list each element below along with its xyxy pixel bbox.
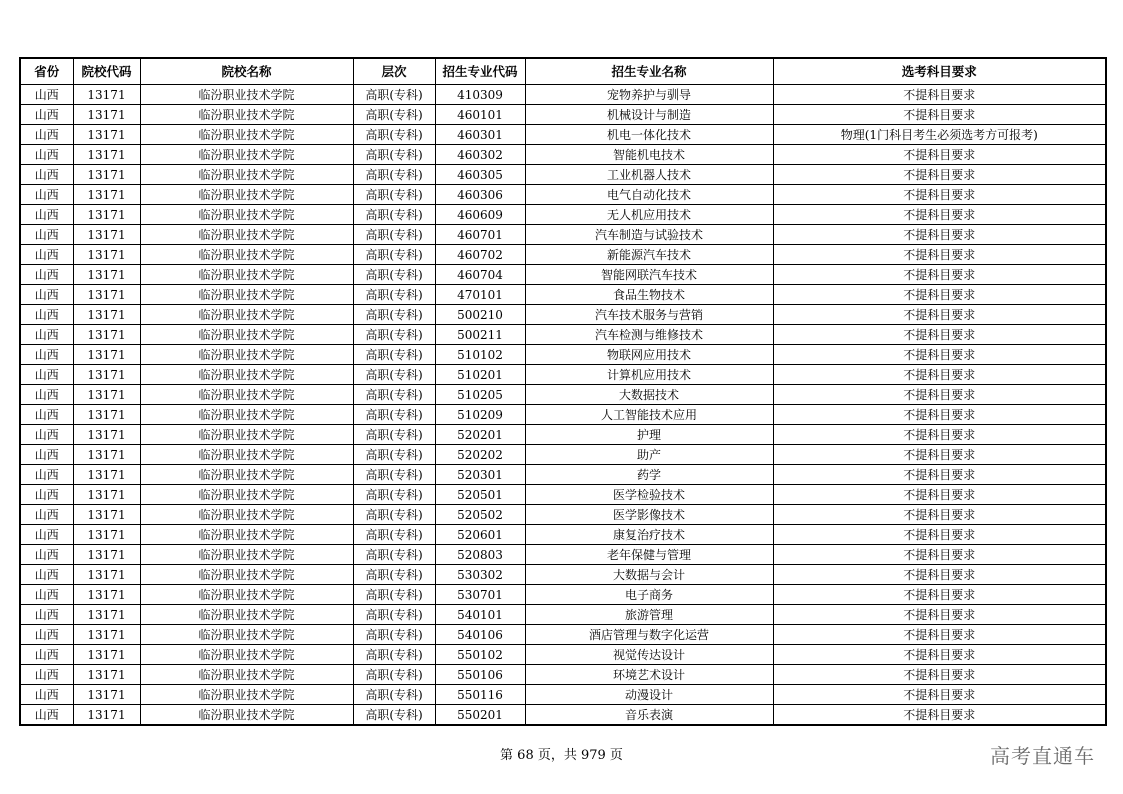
cell-major-code: 510209 xyxy=(435,405,525,425)
cell-province: 山西 xyxy=(20,105,73,125)
cell-province: 山西 xyxy=(20,585,73,605)
cell-subject-requirement: 不提科目要求 xyxy=(773,525,1106,545)
cell-subject-requirement: 不提科目要求 xyxy=(773,165,1106,185)
cell-level: 高职(专科) xyxy=(353,565,435,585)
cell-subject-requirement: 不提科目要求 xyxy=(773,225,1106,245)
cell-level: 高职(专科) xyxy=(353,465,435,485)
cell-province: 山西 xyxy=(20,685,73,705)
cell-major-name: 食品生物技术 xyxy=(525,285,773,305)
cell-major-code: 470101 xyxy=(435,285,525,305)
cell-subject-requirement: 不提科目要求 xyxy=(773,605,1106,625)
cell-level: 高职(专科) xyxy=(353,245,435,265)
cell-province: 山西 xyxy=(20,565,73,585)
cell-school-code: 13171 xyxy=(73,425,140,445)
cell-school-name: 临汾职业技术学院 xyxy=(140,665,353,685)
cell-school-name: 临汾职业技术学院 xyxy=(140,165,353,185)
cell-school-name: 临汾职业技术学院 xyxy=(140,145,353,165)
cell-subject-requirement: 不提科目要求 xyxy=(773,245,1106,265)
header-province: 省份 xyxy=(20,58,73,85)
cell-school-code: 13171 xyxy=(73,245,140,265)
cell-school-name: 临汾职业技术学院 xyxy=(140,705,353,726)
cell-subject-requirement: 物理(1门科目考生必须选考方可报考) xyxy=(773,125,1106,145)
cell-school-code: 13171 xyxy=(73,505,140,525)
table-row xyxy=(20,365,1106,385)
cell-school-code: 13171 xyxy=(73,585,140,605)
cell-province: 山西 xyxy=(20,605,73,625)
cell-major-name: 智能网联汽车技术 xyxy=(525,265,773,285)
table-row xyxy=(20,625,1106,645)
cell-major-code: 460701 xyxy=(435,225,525,245)
cell-major-code: 460306 xyxy=(435,185,525,205)
cell-school-code: 13171 xyxy=(73,365,140,385)
cell-subject-requirement: 不提科目要求 xyxy=(773,305,1106,325)
cell-level: 高职(专科) xyxy=(353,485,435,505)
cell-major-code: 460302 xyxy=(435,145,525,165)
header-subject-requirement: 选考科目要求 xyxy=(773,58,1106,85)
cell-school-code: 13171 xyxy=(73,525,140,545)
cell-subject-requirement: 不提科目要求 xyxy=(773,585,1106,605)
table-row xyxy=(20,285,1106,305)
table-row xyxy=(20,265,1106,285)
cell-province: 山西 xyxy=(20,265,73,285)
cell-level: 高职(专科) xyxy=(353,605,435,625)
cell-level: 高职(专科) xyxy=(353,525,435,545)
cell-subject-requirement: 不提科目要求 xyxy=(773,625,1106,645)
table-row xyxy=(20,585,1106,605)
cell-major-name: 医学影像技术 xyxy=(525,505,773,525)
cell-school-name: 临汾职业技术学院 xyxy=(140,505,353,525)
cell-level: 高职(专科) xyxy=(353,285,435,305)
cell-level: 高职(专科) xyxy=(353,105,435,125)
cell-major-name: 物联网应用技术 xyxy=(525,345,773,365)
cell-level: 高职(专科) xyxy=(353,545,435,565)
cell-school-code: 13171 xyxy=(73,645,140,665)
cell-subject-requirement: 不提科目要求 xyxy=(773,485,1106,505)
cell-school-name: 临汾职业技术学院 xyxy=(140,465,353,485)
cell-subject-requirement: 不提科目要求 xyxy=(773,465,1106,485)
cell-school-name: 临汾职业技术学院 xyxy=(140,545,353,565)
cell-subject-requirement: 不提科目要求 xyxy=(773,285,1106,305)
cell-major-name: 动漫设计 xyxy=(525,685,773,705)
cell-major-name: 药学 xyxy=(525,465,773,485)
cell-school-code: 13171 xyxy=(73,385,140,405)
cell-level: 高职(专科) xyxy=(353,205,435,225)
cell-level: 高职(专科) xyxy=(353,505,435,525)
table-row xyxy=(20,405,1106,425)
cell-school-name: 临汾职业技术学院 xyxy=(140,305,353,325)
cell-major-code: 460704 xyxy=(435,265,525,285)
cell-level: 高职(专科) xyxy=(353,145,435,165)
table-row xyxy=(20,145,1106,165)
cell-school-code: 13171 xyxy=(73,305,140,325)
cell-major-name: 视觉传达设计 xyxy=(525,645,773,665)
cell-school-code: 13171 xyxy=(73,145,140,165)
cell-school-code: 13171 xyxy=(73,405,140,425)
cell-school-code: 13171 xyxy=(73,265,140,285)
cell-level: 高职(专科) xyxy=(353,345,435,365)
table-row xyxy=(20,565,1106,585)
cell-subject-requirement: 不提科目要求 xyxy=(773,325,1106,345)
cell-subject-requirement: 不提科目要求 xyxy=(773,205,1106,225)
cell-school-code: 13171 xyxy=(73,205,140,225)
header-level: 层次 xyxy=(353,58,435,85)
cell-province: 山西 xyxy=(20,445,73,465)
cell-province: 山西 xyxy=(20,185,73,205)
cell-level: 高职(专科) xyxy=(353,185,435,205)
cell-school-name: 临汾职业技术学院 xyxy=(140,345,353,365)
document-sheet xyxy=(19,57,1105,726)
cell-province: 山西 xyxy=(20,485,73,505)
table-header xyxy=(20,58,1106,85)
cell-school-code: 13171 xyxy=(73,345,140,365)
cell-school-name: 临汾职业技术学院 xyxy=(140,205,353,225)
cell-subject-requirement: 不提科目要求 xyxy=(773,405,1106,425)
cell-major-code: 530701 xyxy=(435,585,525,605)
cell-province: 山西 xyxy=(20,425,73,445)
header-row xyxy=(20,58,1106,85)
cell-school-code: 13171 xyxy=(73,125,140,145)
cell-school-name: 临汾职业技术学院 xyxy=(140,685,353,705)
cell-province: 山西 xyxy=(20,665,73,685)
cell-school-name: 临汾职业技术学院 xyxy=(140,605,353,625)
table-row xyxy=(20,165,1106,185)
watermark-logo: 高考直通车 xyxy=(990,744,1095,768)
cell-province: 山西 xyxy=(20,325,73,345)
cell-major-name: 人工智能技术应用 xyxy=(525,405,773,425)
cell-level: 高职(专科) xyxy=(353,625,435,645)
cell-school-name: 临汾职业技术学院 xyxy=(140,105,353,125)
cell-province: 山西 xyxy=(20,145,73,165)
cell-major-name: 助产 xyxy=(525,445,773,465)
table-body xyxy=(20,85,1106,726)
cell-major-name: 环境艺术设计 xyxy=(525,665,773,685)
cell-major-name: 电气自动化技术 xyxy=(525,185,773,205)
cell-major-code: 510102 xyxy=(435,345,525,365)
cell-school-name: 临汾职业技术学院 xyxy=(140,125,353,145)
cell-level: 高职(专科) xyxy=(353,165,435,185)
cell-subject-requirement: 不提科目要求 xyxy=(773,345,1106,365)
cell-major-name: 机电一体化技术 xyxy=(525,125,773,145)
cell-major-code: 520201 xyxy=(435,425,525,445)
cell-school-name: 临汾职业技术学院 xyxy=(140,365,353,385)
table-row xyxy=(20,205,1106,225)
cell-level: 高职(专科) xyxy=(353,325,435,345)
cell-province: 山西 xyxy=(20,85,73,105)
cell-major-name: 老年保健与管理 xyxy=(525,545,773,565)
cell-major-name: 汽车技术服务与营销 xyxy=(525,305,773,325)
table-row xyxy=(20,245,1106,265)
cell-province: 山西 xyxy=(20,165,73,185)
cell-major-code: 460609 xyxy=(435,205,525,225)
cell-major-name: 医学检验技术 xyxy=(525,485,773,505)
cell-school-name: 临汾职业技术学院 xyxy=(140,405,353,425)
cell-major-code: 530302 xyxy=(435,565,525,585)
cell-school-code: 13171 xyxy=(73,485,140,505)
cell-major-code: 550201 xyxy=(435,705,525,726)
table-row xyxy=(20,485,1106,505)
cell-subject-requirement: 不提科目要求 xyxy=(773,185,1106,205)
cell-subject-requirement: 不提科目要求 xyxy=(773,545,1106,565)
header-major-name: 招生专业名称 xyxy=(525,58,773,85)
cell-province: 山西 xyxy=(20,405,73,425)
table-row xyxy=(20,425,1106,445)
cell-subject-requirement: 不提科目要求 xyxy=(773,505,1106,525)
cell-school-name: 临汾职业技术学院 xyxy=(140,245,353,265)
cell-school-code: 13171 xyxy=(73,685,140,705)
table-row xyxy=(20,85,1106,105)
cell-school-name: 临汾职业技术学院 xyxy=(140,325,353,345)
cell-major-name: 大数据与会计 xyxy=(525,565,773,585)
cell-major-name: 机械设计与制造 xyxy=(525,105,773,125)
table-row xyxy=(20,345,1106,365)
cell-province: 山西 xyxy=(20,205,73,225)
cell-major-code: 460101 xyxy=(435,105,525,125)
header-school-name: 院校名称 xyxy=(140,58,353,85)
header-school-code: 院校代码 xyxy=(73,58,140,85)
cell-subject-requirement: 不提科目要求 xyxy=(773,105,1106,125)
cell-level: 高职(专科) xyxy=(353,225,435,245)
cell-province: 山西 xyxy=(20,625,73,645)
cell-major-code: 520601 xyxy=(435,525,525,545)
cell-school-code: 13171 xyxy=(73,605,140,625)
table-row xyxy=(20,505,1106,525)
cell-school-code: 13171 xyxy=(73,225,140,245)
cell-school-name: 临汾职业技术学院 xyxy=(140,485,353,505)
cell-major-name: 音乐表演 xyxy=(525,705,773,726)
cell-major-code: 500210 xyxy=(435,305,525,325)
cell-major-code: 460702 xyxy=(435,245,525,265)
table-row xyxy=(20,385,1106,405)
cell-major-code: 460305 xyxy=(435,165,525,185)
cell-major-code: 540106 xyxy=(435,625,525,645)
cell-school-code: 13171 xyxy=(73,165,140,185)
cell-major-code: 520803 xyxy=(435,545,525,565)
cell-school-code: 13171 xyxy=(73,625,140,645)
cell-level: 高职(专科) xyxy=(353,85,435,105)
cell-major-code: 520202 xyxy=(435,445,525,465)
cell-major-code: 460301 xyxy=(435,125,525,145)
table-row xyxy=(20,185,1106,205)
cell-major-name: 无人机应用技术 xyxy=(525,205,773,225)
cell-subject-requirement: 不提科目要求 xyxy=(773,85,1106,105)
cell-school-name: 临汾职业技术学院 xyxy=(140,565,353,585)
cell-major-name: 新能源汽车技术 xyxy=(525,245,773,265)
cell-province: 山西 xyxy=(20,365,73,385)
table-row xyxy=(20,605,1106,625)
cell-school-name: 临汾职业技术学院 xyxy=(140,225,353,245)
cell-school-code: 13171 xyxy=(73,545,140,565)
cell-school-name: 临汾职业技术学院 xyxy=(140,645,353,665)
cell-school-name: 临汾职业技术学院 xyxy=(140,425,353,445)
cell-level: 高职(专科) xyxy=(353,585,435,605)
cell-level: 高职(专科) xyxy=(353,705,435,726)
cell-major-name: 酒店管理与数字化运营 xyxy=(525,625,773,645)
cell-level: 高职(专科) xyxy=(353,125,435,145)
cell-major-name: 计算机应用技术 xyxy=(525,365,773,385)
cell-school-name: 临汾职业技术学院 xyxy=(140,385,353,405)
table-row xyxy=(20,545,1106,565)
cell-school-code: 13171 xyxy=(73,105,140,125)
cell-school-name: 临汾职业技术学院 xyxy=(140,185,353,205)
cell-school-code: 13171 xyxy=(73,705,140,726)
cell-school-name: 临汾职业技术学院 xyxy=(140,285,353,305)
cell-subject-requirement: 不提科目要求 xyxy=(773,265,1106,285)
cell-level: 高职(专科) xyxy=(353,265,435,285)
cell-major-code: 500211 xyxy=(435,325,525,345)
cell-province: 山西 xyxy=(20,465,73,485)
cell-subject-requirement: 不提科目要求 xyxy=(773,365,1106,385)
cell-major-code: 510205 xyxy=(435,385,525,405)
cell-school-code: 13171 xyxy=(73,565,140,585)
cell-province: 山西 xyxy=(20,645,73,665)
cell-school-code: 13171 xyxy=(73,325,140,345)
table-row xyxy=(20,645,1106,665)
cell-major-code: 520301 xyxy=(435,465,525,485)
cell-school-name: 临汾职业技术学院 xyxy=(140,625,353,645)
cell-school-code: 13171 xyxy=(73,185,140,205)
cell-subject-requirement: 不提科目要求 xyxy=(773,665,1106,685)
table-row xyxy=(20,685,1106,705)
cell-province: 山西 xyxy=(20,285,73,305)
header-major-code: 招生专业代码 xyxy=(435,58,525,85)
cell-major-code: 550102 xyxy=(435,645,525,665)
cell-province: 山西 xyxy=(20,545,73,565)
cell-major-name: 智能机电技术 xyxy=(525,145,773,165)
cell-level: 高职(专科) xyxy=(353,665,435,685)
cell-school-name: 临汾职业技术学院 xyxy=(140,525,353,545)
cell-level: 高职(专科) xyxy=(353,685,435,705)
cell-province: 山西 xyxy=(20,505,73,525)
cell-subject-requirement: 不提科目要求 xyxy=(773,685,1106,705)
cell-subject-requirement: 不提科目要求 xyxy=(773,145,1106,165)
cell-school-name: 临汾职业技术学院 xyxy=(140,85,353,105)
cell-subject-requirement: 不提科目要求 xyxy=(773,425,1106,445)
table-row xyxy=(20,465,1106,485)
cell-major-code: 520501 xyxy=(435,485,525,505)
cell-major-code: 540101 xyxy=(435,605,525,625)
cell-level: 高职(专科) xyxy=(353,645,435,665)
table-row xyxy=(20,705,1106,726)
cell-major-code: 510201 xyxy=(435,365,525,385)
cell-major-name: 护理 xyxy=(525,425,773,445)
cell-province: 山西 xyxy=(20,225,73,245)
cell-major-code: 410309 xyxy=(435,85,525,105)
cell-school-name: 临汾职业技术学院 xyxy=(140,585,353,605)
cell-major-name: 电子商务 xyxy=(525,585,773,605)
cell-school-code: 13171 xyxy=(73,285,140,305)
cell-subject-requirement: 不提科目要求 xyxy=(773,445,1106,465)
cell-major-name: 大数据技术 xyxy=(525,385,773,405)
cell-province: 山西 xyxy=(20,245,73,265)
table-row xyxy=(20,105,1106,125)
cell-major-name: 汽车检测与维修技术 xyxy=(525,325,773,345)
cell-level: 高职(专科) xyxy=(353,445,435,465)
table-row xyxy=(20,325,1106,345)
cell-major-name: 旅游管理 xyxy=(525,605,773,625)
cell-major-name: 工业机器人技术 xyxy=(525,165,773,185)
cell-major-name: 宠物养护与驯导 xyxy=(525,85,773,105)
cell-level: 高职(专科) xyxy=(353,365,435,385)
cell-level: 高职(专科) xyxy=(353,405,435,425)
cell-province: 山西 xyxy=(20,345,73,365)
cell-province: 山西 xyxy=(20,705,73,726)
table-row xyxy=(20,665,1106,685)
admission-subject-table xyxy=(19,57,1107,726)
page-number: 第 68 页，共 979 页 xyxy=(500,748,623,763)
table-row xyxy=(20,525,1106,545)
cell-province: 山西 xyxy=(20,385,73,405)
cell-subject-requirement: 不提科目要求 xyxy=(773,705,1106,726)
cell-province: 山西 xyxy=(20,125,73,145)
cell-province: 山西 xyxy=(20,305,73,325)
cell-school-name: 临汾职业技术学院 xyxy=(140,265,353,285)
cell-major-code: 520502 xyxy=(435,505,525,525)
cell-school-code: 13171 xyxy=(73,465,140,485)
cell-school-code: 13171 xyxy=(73,85,140,105)
cell-major-name: 汽车制造与试验技术 xyxy=(525,225,773,245)
cell-school-code: 13171 xyxy=(73,445,140,465)
table-row xyxy=(20,305,1106,325)
cell-major-code: 550106 xyxy=(435,665,525,685)
table-row xyxy=(20,225,1106,245)
cell-subject-requirement: 不提科目要求 xyxy=(773,385,1106,405)
cell-school-name: 临汾职业技术学院 xyxy=(140,445,353,465)
cell-level: 高职(专科) xyxy=(353,425,435,445)
cell-subject-requirement: 不提科目要求 xyxy=(773,565,1106,585)
cell-major-name: 康复治疗技术 xyxy=(525,525,773,545)
cell-major-code: 550116 xyxy=(435,685,525,705)
cell-level: 高职(专科) xyxy=(353,385,435,405)
cell-province: 山西 xyxy=(20,525,73,545)
cell-school-code: 13171 xyxy=(73,665,140,685)
table-row xyxy=(20,445,1106,465)
table-row xyxy=(20,125,1106,145)
cell-subject-requirement: 不提科目要求 xyxy=(773,645,1106,665)
cell-level: 高职(专科) xyxy=(353,305,435,325)
